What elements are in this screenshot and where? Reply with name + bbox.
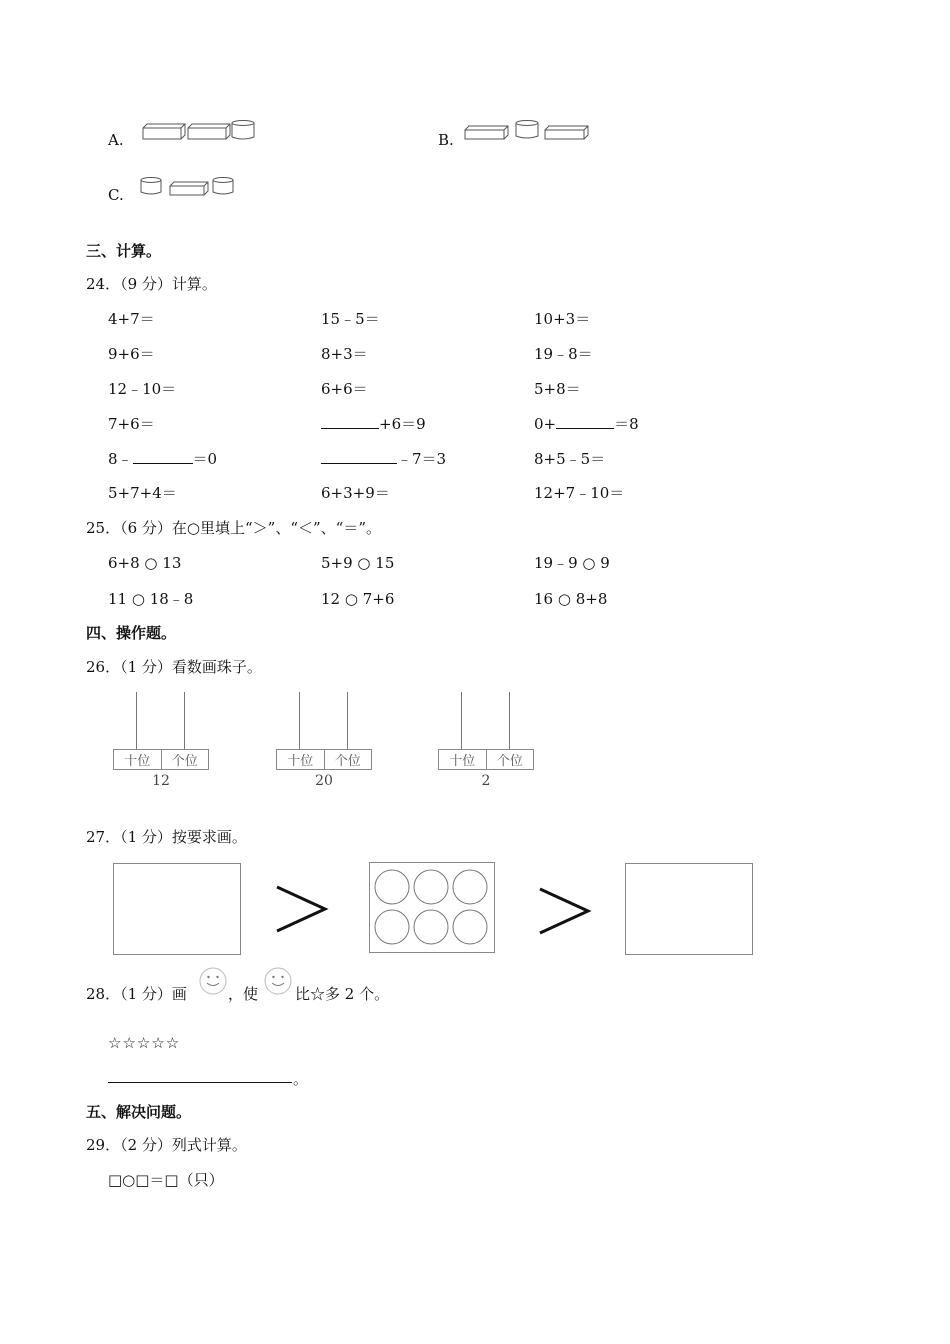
section-5-title: 五、解决问题。 <box>86 1103 192 1121</box>
q24-item: 12﹣10＝ <box>108 380 177 398</box>
q25-item: 19﹣9 ○ 9 <box>534 554 610 572</box>
section-3-title: 三、计算。 <box>86 242 162 260</box>
ones-label: 个位 <box>496 754 523 769</box>
q24-item: 4+7＝ <box>108 310 155 328</box>
q24-item-text: ﹣7＝3 <box>397 450 447 468</box>
q28-text-2: ，使 <box>228 985 259 1003</box>
drawing-box-right[interactable] <box>625 863 753 955</box>
q24-item: 6+3+9＝ <box>321 484 390 502</box>
q24-item-blank <box>321 449 446 469</box>
abacus-20[interactable] <box>276 692 372 792</box>
stars-row: ☆☆☆☆☆ <box>108 1034 181 1052</box>
q24-item: 15﹣5＝ <box>321 310 380 328</box>
smiley-face-icon <box>198 966 228 996</box>
circles-box <box>369 862 496 954</box>
q24-title: 24．（9 分）计算。 <box>86 275 217 293</box>
q28-text-1: 28．（1 分）画 <box>86 985 187 1003</box>
answer-blank[interactable] <box>556 414 614 429</box>
q24-item-blank <box>321 414 426 434</box>
q24-item-blank <box>534 414 639 434</box>
section-4-title: 四、操作题。 <box>86 624 177 642</box>
q24-item: 5+8＝ <box>534 380 581 398</box>
q24-item-text: 8﹣ <box>108 450 133 468</box>
abacus-12[interactable] <box>113 692 209 792</box>
abacus-number: 20 <box>315 773 333 789</box>
q24-item: 10+3＝ <box>534 310 591 328</box>
q24-item-text: ＝0 <box>192 450 218 468</box>
option-b-label: B. <box>438 131 454 149</box>
q29-title: 29．（2 分）列式计算。 <box>86 1136 247 1154</box>
ones-label: 个位 <box>334 754 361 769</box>
q27-title: 27．（1 分）按要求画。 <box>86 828 247 846</box>
q24-item: 7+6＝ <box>108 415 155 433</box>
answer-line[interactable] <box>108 1082 292 1083</box>
q25-item: 11 ○ 18﹣8 <box>108 590 194 608</box>
option-c-label: C. <box>108 186 124 204</box>
abacus-number: 12 <box>152 773 170 789</box>
q25-item: 5+9 ○ 15 <box>321 554 395 572</box>
answer-blank[interactable] <box>321 414 379 429</box>
greater-than-icon <box>275 884 327 934</box>
q24-item: 19﹣8＝ <box>534 345 593 363</box>
option-a-label: A. <box>108 131 124 149</box>
tens-label: 十位 <box>114 750 162 769</box>
q25-item: 12 ○ 7+6 <box>321 590 395 608</box>
tens-label: 十位 <box>439 750 487 769</box>
greater-than-icon <box>538 886 590 936</box>
q26-title: 26．（1 分）看数画珠子。 <box>86 658 262 676</box>
q24-item: 6+6＝ <box>321 380 368 398</box>
answer-blank[interactable] <box>133 449 193 464</box>
q24-item: 12+7﹣10＝ <box>534 484 625 502</box>
drawing-box-left[interactable] <box>113 863 241 955</box>
q24-item: 5+7+4＝ <box>108 484 177 502</box>
q25-title: 25．（6 分）在○里填上“＞”、“＜”、“＝”。 <box>86 519 381 537</box>
q28-text-3: 比☆多 2 个。 <box>295 985 390 1003</box>
abacus-number: 2 <box>481 773 491 789</box>
ones-label: 个位 <box>171 754 198 769</box>
q24-item-text: +6＝9 <box>379 415 426 433</box>
q24-item-text: 0+ <box>534 415 557 433</box>
option-c-figure <box>140 176 240 198</box>
answer-blank[interactable] <box>321 449 397 464</box>
q24-item: 9+6＝ <box>108 345 155 363</box>
option-a-figure <box>142 120 257 142</box>
q24-item: 8+5﹣5＝ <box>534 450 606 468</box>
q24-item-blank <box>108 449 217 469</box>
option-b-figure <box>464 120 594 142</box>
abacus-2[interactable] <box>438 692 534 792</box>
answer-line-end: 。 <box>293 1070 309 1088</box>
q25-item: 16 ○ 8+8 <box>534 590 608 608</box>
tens-label: 十位 <box>277 750 325 769</box>
q24-item: 8+3＝ <box>321 345 368 363</box>
q24-item-text: ＝8 <box>614 415 639 433</box>
q29-formula[interactable]: □○□＝□（只） <box>108 1171 224 1189</box>
q25-item: 6+8 ○ 13 <box>108 554 182 572</box>
smiley-face-icon <box>263 966 293 996</box>
